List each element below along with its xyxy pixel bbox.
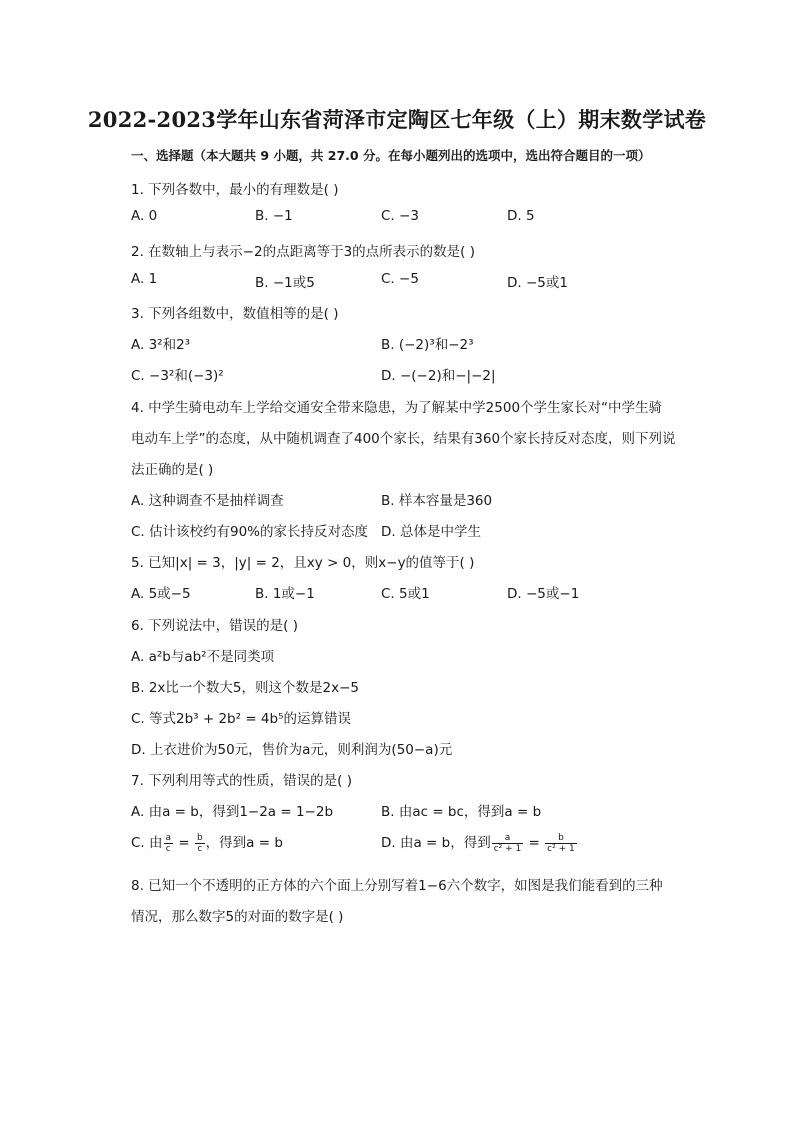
question-6-option-c: C. 等式2b³ + 2b² = 4b⁵的运算错误 — [131, 711, 352, 727]
question-8-stem-line-1: 8. 已知一个不透明的正方体的六个面上分别写着1−6六个数字，如图是我们能看到的三种 — [131, 878, 663, 894]
question-1-option-c: C. −3 — [381, 208, 419, 224]
question-4-option-a: A. 这种调查不是抽样调查 — [131, 493, 284, 509]
question-1-option-b: B. −1 — [255, 208, 293, 224]
question-7-stem: 7. 下列利用等式的性质，错误的是( ) — [131, 773, 352, 789]
question-4-stem-line-3: 法正确的是( ) — [131, 462, 214, 478]
question-5-option-b: B. 1或−1 — [255, 586, 315, 602]
question-7-option-c-suffix: ，得到a = b — [205, 835, 283, 851]
question-2-option-a: A. 1 — [131, 271, 158, 287]
question-7-option-c-prefix: C. 由 — [131, 835, 163, 851]
question-7-option-d — [381, 831, 578, 854]
question-6-option-b: B. 2x比一个数大5，则这个数是2x−5 — [131, 680, 359, 696]
question-7-option-c — [131, 831, 283, 854]
question-1-option-a: A. 0 — [131, 208, 158, 224]
question-7-option-d-prefix: D. 由a = b，得到 — [381, 835, 491, 851]
question-4-option-b: B. 样本容量是360 — [381, 493, 493, 509]
question-4-option-d: D. 总体是中学生 — [381, 524, 481, 540]
section-header: 一、选择题（本大题共 9 小题，共 27.0 分。在每小题列出的选项中，选出符合题目的一项） — [131, 148, 651, 163]
question-2-option-c: C. −5 — [381, 271, 419, 287]
question-3-stem: 3. 下列各组数中，数值相等的是( ) — [131, 306, 339, 322]
fraction-denominator: c² + 1 — [493, 843, 522, 854]
question-3-option-d: D. −(−2)和−|−2| — [381, 368, 496, 384]
question-2-option-d: D. −5或1 — [507, 275, 568, 291]
question-4-stem-line-1: 4. 中学生骑电动车上学给交通安全带来隐患，为了解某中学2500个学生家长对“中学生骑 — [131, 400, 663, 416]
fraction-numerator: a — [492, 833, 524, 844]
question-1-stem: 1. 下列各数中，最小的有理数是( ) — [131, 182, 339, 198]
fraction-denominator: c² + 1 — [547, 843, 575, 854]
question-3-option-b: B. (−2)³和−2³ — [381, 337, 474, 353]
fraction-numerator: a — [165, 832, 172, 843]
fraction-a-over-c2-plus-1 — [492, 833, 524, 854]
question-5-option-a: A. 5或−5 — [131, 586, 191, 602]
page-title: 2022-2023学年山东省菏泽市定陶区七年级（上）期末数学试卷 — [87, 107, 707, 132]
question-6-stem: 6. 下列说法中，错误的是( ) — [131, 618, 298, 634]
question-5-stem: 5. 已知|x| = 3，|y| = 2，且xy > 0，则x−y的值等于( ) — [131, 555, 475, 571]
question-6-option-d: D. 上衣进价为50元，售价为a元，则利润为(50−a)元 — [131, 742, 453, 758]
fraction-a-over-c — [164, 833, 174, 854]
fraction-b-over-c2-plus-1 — [545, 833, 577, 854]
question-8-stem-line-2: 情况，那么数字5的对面的数字是( ) — [131, 909, 344, 925]
question-5-option-d: D. −5或−1 — [507, 586, 580, 602]
fraction-numerator: b — [545, 833, 577, 844]
question-3-option-c: C. −3²和(−3)² — [131, 368, 224, 384]
question-7-option-a: A. 由a = b，得到1−2a = 1−2b — [131, 804, 334, 820]
question-4-option-c: C. 估计该校约有90%的家长持反对态度 — [131, 524, 369, 540]
question-5-option-c: C. 5或1 — [381, 586, 430, 602]
question-3-option-a: A. 3²和2³ — [131, 337, 191, 353]
fraction-b-over-c — [195, 833, 205, 854]
question-1-option-d: D. 5 — [507, 208, 535, 224]
question-2-stem: 2. 在数轴上与表示−2的点距离等于3的点所表示的数是( ) — [131, 244, 475, 260]
equals-sign: = — [524, 835, 545, 851]
fraction-denominator: c — [165, 843, 171, 854]
question-7-option-b: B. 由ac = bc，得到a = b — [381, 804, 542, 820]
fraction-numerator: b — [196, 832, 203, 843]
question-4-stem-line-2: 电动车上学”的态度，从中随机调查了400个家长，结果有360个家长持反对态度，则下列说 — [131, 431, 676, 447]
equals-sign: = — [174, 835, 194, 851]
question-2-option-b: B. −1或5 — [255, 275, 315, 291]
question-6-option-a: A. a²b与ab²不是同类项 — [131, 649, 275, 665]
fraction-denominator: c — [197, 843, 203, 854]
